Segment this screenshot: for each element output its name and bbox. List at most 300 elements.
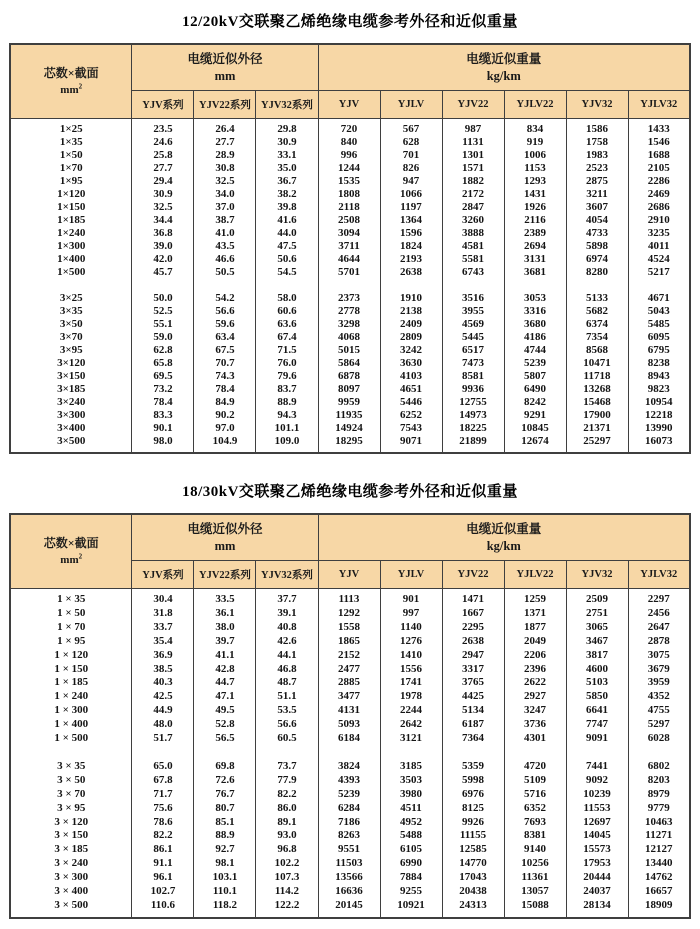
cell-yjv-od: 30.9 <box>132 188 194 201</box>
cell-yjlv22: 1371 <box>504 607 566 621</box>
cell-yjv-od: 86.1 <box>132 843 194 857</box>
cell-yjv32: 2509 <box>566 589 628 607</box>
cell-yjv: 720 <box>318 119 380 137</box>
cell-yjlv32: 10463 <box>628 816 690 830</box>
cell-yjv-od: 67.8 <box>132 774 194 788</box>
cell-yjv: 18295 <box>318 435 380 453</box>
cell-yjv22: 9926 <box>442 816 504 830</box>
gap-cell <box>318 279 380 292</box>
cell-yjlv32: 4011 <box>628 240 690 253</box>
col-header-spec <box>10 514 132 589</box>
cell-yjv32-od: 107.3 <box>256 871 318 885</box>
cell-yjlv22: 919 <box>504 136 566 149</box>
gap-cell <box>442 279 504 292</box>
cell-yjv-od: 24.6 <box>132 136 194 149</box>
cell-yjv22: 18225 <box>442 422 504 435</box>
cell-yjv-od: 71.7 <box>132 788 194 802</box>
cell-yjv32-od: 94.3 <box>256 409 318 422</box>
table-row <box>10 899 690 918</box>
cell-yjv-od: 78.6 <box>132 816 194 830</box>
table-header <box>10 44 690 119</box>
cell-yjv22-od: 56.5 <box>194 732 256 746</box>
cell-yjlv: 2642 <box>380 718 442 732</box>
cell-yjlv32: 6028 <box>628 732 690 746</box>
cell-yjv32: 6374 <box>566 318 628 331</box>
gap-cell <box>10 279 132 292</box>
cell-yjlv: 3503 <box>380 774 442 788</box>
table-row <box>10 663 690 677</box>
spec-label: 芯数×截面 <box>43 65 99 80</box>
cell-yjv22: 2172 <box>442 188 504 201</box>
cell-yjv22: 8125 <box>442 802 504 816</box>
cell-yjv32: 17953 <box>566 857 628 871</box>
cell-yjlv22: 3131 <box>504 253 566 266</box>
cell-yjlv22: 15088 <box>504 899 566 918</box>
gap-cell <box>566 279 628 292</box>
cell-yjv: 1535 <box>318 175 380 188</box>
table-row <box>10 344 690 357</box>
cell-yjv32: 11553 <box>566 802 628 816</box>
cell-yjlv: 5446 <box>380 396 442 409</box>
cell-yjlv32: 16073 <box>628 435 690 453</box>
cell-yjlv32: 1546 <box>628 136 690 149</box>
cell-yjv22-od: 103.1 <box>194 871 256 885</box>
cell-yjv: 3094 <box>318 227 380 240</box>
wt-group-label: 电缆近似重量 <box>466 522 542 537</box>
cell-yjv22: 20438 <box>442 885 504 899</box>
col-header-wt-group <box>318 44 690 91</box>
cell-yjlv22: 2396 <box>504 663 566 677</box>
cell-yjv22: 3260 <box>442 214 504 227</box>
cell-yjv22-od: 90.2 <box>194 409 256 422</box>
cell-yjv32: 3817 <box>566 649 628 663</box>
cell-yjlv32: 2469 <box>628 188 690 201</box>
cell-yjv-od: 65.0 <box>132 760 194 774</box>
cell-yjv22: 1471 <box>442 589 504 607</box>
cell-yjv: 8263 <box>318 829 380 843</box>
table-row <box>10 621 690 635</box>
cell-yjv: 4393 <box>318 774 380 788</box>
cell-yjv22-od: 97.0 <box>194 422 256 435</box>
cell-spec: 1×300 <box>10 240 132 253</box>
cell-yjv32-od: 50.6 <box>256 253 318 266</box>
cell-yjlv: 5488 <box>380 829 442 843</box>
cell-yjlv32: 2105 <box>628 162 690 175</box>
cell-yjlv22: 2694 <box>504 240 566 253</box>
cell-yjv-od: 98.0 <box>132 435 194 453</box>
cell-yjv22: 3888 <box>442 227 504 240</box>
cell-yjv32-od: 109.0 <box>256 435 318 453</box>
cell-yjv22-od: 52.8 <box>194 718 256 732</box>
cell-yjv: 2508 <box>318 214 380 227</box>
cell-yjv22-od: 70.7 <box>194 357 256 370</box>
table-row <box>10 253 690 266</box>
cell-yjv: 996 <box>318 149 380 162</box>
gap-cell <box>132 746 194 760</box>
cell-yjv-od: 27.7 <box>132 162 194 175</box>
cell-yjv22: 7364 <box>442 732 504 746</box>
cell-yjv32: 5133 <box>566 292 628 305</box>
cell-yjlv: 4103 <box>380 370 442 383</box>
cell-spec: 3×25 <box>10 292 132 305</box>
cell-yjv32-od: 67.4 <box>256 331 318 344</box>
table-row <box>10 843 690 857</box>
cell-yjv-od: 34.4 <box>132 214 194 227</box>
cell-yjv32-od: 60.5 <box>256 732 318 746</box>
cell-yjlv: 7884 <box>380 871 442 885</box>
cell-yjlv32: 14762 <box>628 871 690 885</box>
cell-yjlv: 947 <box>380 175 442 188</box>
cell-spec: 3×150 <box>10 370 132 383</box>
cell-yjv22: 9936 <box>442 383 504 396</box>
cell-yjv22-od: 63.4 <box>194 331 256 344</box>
cell-yjv32: 7747 <box>566 718 628 732</box>
cell-yjv22: 14973 <box>442 409 504 422</box>
cell-yjlv: 3185 <box>380 760 442 774</box>
cell-spec: 1 × 35 <box>10 589 132 607</box>
gap-cell <box>504 746 566 760</box>
cell-yjv32: 3065 <box>566 621 628 635</box>
cell-yjv-od: 25.8 <box>132 149 194 162</box>
cell-yjv32-od: 39.8 <box>256 201 318 214</box>
cell-yjv22: 1667 <box>442 607 504 621</box>
table-row <box>10 732 690 746</box>
cell-yjv22-od: 38.7 <box>194 214 256 227</box>
cell-yjlv32: 9823 <box>628 383 690 396</box>
cell-yjv-od: 40.3 <box>132 676 194 690</box>
cell-yjv22: 3317 <box>442 663 504 677</box>
cell-yjv32: 2523 <box>566 162 628 175</box>
cell-yjlv: 1824 <box>380 240 442 253</box>
spec-label: 芯数×截面 <box>43 535 99 550</box>
cell-yjv32-od: 29.8 <box>256 119 318 137</box>
cell-yjv-od: 90.1 <box>132 422 194 435</box>
cell-yjv22-od: 47.1 <box>194 690 256 704</box>
table-row <box>10 370 690 383</box>
cell-yjv-od: 110.6 <box>132 899 194 918</box>
table-row <box>10 871 690 885</box>
cell-spec: 1×95 <box>10 175 132 188</box>
cell-spec: 1×240 <box>10 227 132 240</box>
cell-yjlv22: 3681 <box>504 266 566 279</box>
cell-yjlv: 1364 <box>380 214 442 227</box>
cell-yjlv32: 13990 <box>628 422 690 435</box>
cell-yjlv22: 8381 <box>504 829 566 843</box>
cell-yjv22: 2295 <box>442 621 504 635</box>
table-row <box>10 788 690 802</box>
cell-yjlv: 1910 <box>380 292 442 305</box>
cell-yjv-od: 36.8 <box>132 227 194 240</box>
cell-yjlv32: 12127 <box>628 843 690 857</box>
cell-yjv22-od: 110.1 <box>194 885 256 899</box>
cell-yjv22-od: 26.4 <box>194 119 256 137</box>
cell-yjv32-od: 122.2 <box>256 899 318 918</box>
cell-yjv-od: 55.1 <box>132 318 194 331</box>
cell-yjlv32: 2647 <box>628 621 690 635</box>
table-row <box>10 175 690 188</box>
cell-yjv22-od: 76.7 <box>194 788 256 802</box>
cell-yjv22-od: 38.0 <box>194 621 256 635</box>
cell-yjv32-od: 33.1 <box>256 149 318 162</box>
cell-yjlv22: 1877 <box>504 621 566 635</box>
cell-yjv22: 7473 <box>442 357 504 370</box>
table-row <box>10 357 690 370</box>
cell-yjv22: 2947 <box>442 649 504 663</box>
cell-yjlv32: 2686 <box>628 201 690 214</box>
col-header-yjlv32: YJLV32 <box>628 91 690 119</box>
gap-cell <box>132 279 194 292</box>
col-header-yjlv: YJLV <box>380 91 442 119</box>
cell-yjv22-od: 118.2 <box>194 899 256 918</box>
cell-yjlv22: 5716 <box>504 788 566 802</box>
cell-yjv32-od: 58.0 <box>256 292 318 305</box>
cell-yjlv22: 2389 <box>504 227 566 240</box>
cell-yjv-od: 35.4 <box>132 635 194 649</box>
cell-spec: 3×185 <box>10 383 132 396</box>
cell-yjv22-od: 37.0 <box>194 201 256 214</box>
cell-yjv22-od: 49.5 <box>194 704 256 718</box>
cell-yjlv22: 1293 <box>504 175 566 188</box>
cell-yjv22-od: 92.7 <box>194 843 256 857</box>
cell-yjv-od: 33.7 <box>132 621 194 635</box>
cell-yjv22-od: 54.2 <box>194 292 256 305</box>
table-row <box>10 774 690 788</box>
cell-yjlv22: 4720 <box>504 760 566 774</box>
cell-yjv22-od: 50.5 <box>194 266 256 279</box>
cell-yjv32: 5850 <box>566 690 628 704</box>
cell-yjlv32: 3679 <box>628 663 690 677</box>
cell-yjv: 3298 <box>318 318 380 331</box>
cell-yjlv: 1276 <box>380 635 442 649</box>
table-row <box>10 396 690 409</box>
cell-yjv: 1558 <box>318 621 380 635</box>
cell-yjv22: 1882 <box>442 175 504 188</box>
cell-spec: 1 × 185 <box>10 676 132 690</box>
group-gap-row <box>10 279 690 292</box>
table-row <box>10 149 690 162</box>
cell-yjv32: 24037 <box>566 885 628 899</box>
cell-spec: 3 × 300 <box>10 871 132 885</box>
cell-yjlv32: 12218 <box>628 409 690 422</box>
cell-yjv32-od: 63.6 <box>256 318 318 331</box>
cell-yjlv: 2638 <box>380 266 442 279</box>
table-row <box>10 857 690 871</box>
spec-unit: $mm^2$ <box>60 551 83 566</box>
col-header-yjv32-od: YJV32系列 <box>256 91 318 119</box>
cell-yjv32-od: 47.5 <box>256 240 318 253</box>
cell-yjv22: 5359 <box>442 760 504 774</box>
cell-yjv32-od: 93.0 <box>256 829 318 843</box>
cell-yjv: 8097 <box>318 383 380 396</box>
cell-yjv: 14924 <box>318 422 380 435</box>
cell-yjv-od: 42.0 <box>132 253 194 266</box>
gap-cell <box>504 279 566 292</box>
cell-yjv-od: 83.3 <box>132 409 194 422</box>
cell-yjlv32: 5485 <box>628 318 690 331</box>
table-row <box>10 589 690 607</box>
cell-yjlv32: 6795 <box>628 344 690 357</box>
cell-yjlv: 628 <box>380 136 442 149</box>
cell-yjv22-od: 74.3 <box>194 370 256 383</box>
cell-yjv32: 5898 <box>566 240 628 253</box>
cell-yjlv32: 10954 <box>628 396 690 409</box>
cell-yjlv: 2138 <box>380 305 442 318</box>
cell-yjv: 2477 <box>318 663 380 677</box>
cell-yjv32: 4733 <box>566 227 628 240</box>
cell-yjv: 11935 <box>318 409 380 422</box>
cell-yjv32-od: 41.6 <box>256 214 318 227</box>
cell-yjv: 5864 <box>318 357 380 370</box>
col-header-yjlv32: YJLV32 <box>628 561 690 589</box>
cell-spec: 3×500 <box>10 435 132 453</box>
cell-yjlv32: 3235 <box>628 227 690 240</box>
col-header-yjv22-od: YJV22系列 <box>194 561 256 589</box>
col-header-yjv22: YJV22 <box>442 561 504 589</box>
cell-yjv: 2885 <box>318 676 380 690</box>
cell-spec: 3×300 <box>10 409 132 422</box>
cell-yjlv: 1556 <box>380 663 442 677</box>
cell-yjv22: 6976 <box>442 788 504 802</box>
cell-yjv: 3711 <box>318 240 380 253</box>
cell-yjlv: 6105 <box>380 843 442 857</box>
table-row <box>10 704 690 718</box>
cell-yjv32-od: 86.0 <box>256 802 318 816</box>
cell-yjv32: 8568 <box>566 344 628 357</box>
cell-yjv-od: 69.5 <box>132 370 194 383</box>
cell-yjlv22: 3680 <box>504 318 566 331</box>
cell-yjv22: 17043 <box>442 871 504 885</box>
cell-yjv32: 4600 <box>566 663 628 677</box>
cell-yjv22-od: 41.1 <box>194 649 256 663</box>
cell-yjv22: 4425 <box>442 690 504 704</box>
cell-yjlv: 1978 <box>380 690 442 704</box>
cell-yjv22-od: 98.1 <box>194 857 256 871</box>
gap-cell <box>318 746 380 760</box>
cell-yjv: 6284 <box>318 802 380 816</box>
col-header-yjv22-od: YJV22系列 <box>194 91 256 119</box>
cell-yjlv22: 3316 <box>504 305 566 318</box>
cell-yjlv32: 1433 <box>628 119 690 137</box>
cell-yjv32: 20444 <box>566 871 628 885</box>
gap-cell <box>194 279 256 292</box>
cell-yjv22: 1131 <box>442 136 504 149</box>
cell-yjv32-od: 37.7 <box>256 589 318 607</box>
cell-yjv32-od: 89.1 <box>256 816 318 830</box>
od-group-unit: mm <box>214 68 236 83</box>
cell-yjv: 1244 <box>318 162 380 175</box>
cell-yjv: 5093 <box>318 718 380 732</box>
cell-yjv32-od: 79.6 <box>256 370 318 383</box>
cell-yjv22: 6187 <box>442 718 504 732</box>
cell-yjlv: 3980 <box>380 788 442 802</box>
cell-yjv: 13566 <box>318 871 380 885</box>
cell-yjv22: 3516 <box>442 292 504 305</box>
cell-yjlv: 901 <box>380 589 442 607</box>
cell-yjv32-od: 88.9 <box>256 396 318 409</box>
cell-yjv32-od: 96.8 <box>256 843 318 857</box>
cell-yjv32: 1983 <box>566 149 628 162</box>
cell-yjv22-od: 27.7 <box>194 136 256 149</box>
cell-yjv32: 9092 <box>566 774 628 788</box>
cell-yjlv22: 1006 <box>504 149 566 162</box>
cell-yjv32-od: 71.5 <box>256 344 318 357</box>
cell-spec: 3×95 <box>10 344 132 357</box>
cell-yjv22: 11155 <box>442 829 504 843</box>
cell-yjlv22: 6490 <box>504 383 566 396</box>
cell-yjv: 9551 <box>318 843 380 857</box>
cell-yjlv: 4651 <box>380 383 442 396</box>
cell-yjlv32: 16657 <box>628 885 690 899</box>
table-row <box>10 292 690 305</box>
gap-cell <box>628 279 690 292</box>
cell-yjv22-od: 88.9 <box>194 829 256 843</box>
cell-yjv22: 4569 <box>442 318 504 331</box>
cell-yjv32-od: 82.2 <box>256 788 318 802</box>
cell-spec: 1×400 <box>10 253 132 266</box>
cell-yjv32: 7354 <box>566 331 628 344</box>
cell-yjv: 1865 <box>318 635 380 649</box>
cell-yjv22: 14770 <box>442 857 504 871</box>
table-row <box>10 885 690 899</box>
cell-yjv: 6878 <box>318 370 380 383</box>
table-row <box>10 802 690 816</box>
cell-yjv32: 15573 <box>566 843 628 857</box>
cell-yjlv22: 13057 <box>504 885 566 899</box>
cell-yjlv22: 12674 <box>504 435 566 453</box>
gap-cell <box>256 279 318 292</box>
cell-yjv32-od: 54.5 <box>256 266 318 279</box>
cell-yjv: 2778 <box>318 305 380 318</box>
cell-yjlv: 7543 <box>380 422 442 435</box>
cell-yjv-od: 65.8 <box>132 357 194 370</box>
cell-spec: 3×240 <box>10 396 132 409</box>
wt-group-label: 电缆近似重量 <box>466 52 542 67</box>
cell-yjv: 16636 <box>318 885 380 899</box>
col-header-od-group <box>132 44 318 91</box>
cell-yjv-od: 36.9 <box>132 649 194 663</box>
cell-yjlv22: 1431 <box>504 188 566 201</box>
cell-yjv: 840 <box>318 136 380 149</box>
cell-yjv22-od: 44.7 <box>194 676 256 690</box>
gap-cell <box>442 746 504 760</box>
cell-yjv-od: 82.2 <box>132 829 194 843</box>
cell-yjv22-od: 33.5 <box>194 589 256 607</box>
cell-yjv32-od: 102.2 <box>256 857 318 871</box>
cell-yjv32: 6974 <box>566 253 628 266</box>
table-body <box>10 589 690 918</box>
cell-yjlv22: 4186 <box>504 331 566 344</box>
cell-yjv32: 1586 <box>566 119 628 137</box>
cell-spec: 3 × 35 <box>10 760 132 774</box>
cell-yjv22-od: 32.5 <box>194 175 256 188</box>
gap-cell <box>10 746 132 760</box>
table-row <box>10 607 690 621</box>
cell-yjv: 20145 <box>318 899 380 918</box>
cell-yjv32: 2751 <box>566 607 628 621</box>
cell-yjlv: 1197 <box>380 201 442 214</box>
cell-yjlv: 3630 <box>380 357 442 370</box>
cell-spec: 3×35 <box>10 305 132 318</box>
cell-yjlv: 9071 <box>380 435 442 453</box>
cell-yjlv32: 8943 <box>628 370 690 383</box>
cell-yjlv22: 3736 <box>504 718 566 732</box>
cell-yjv-od: 73.2 <box>132 383 194 396</box>
cell-spec: 3×120 <box>10 357 132 370</box>
col-header-yjlv22: YJLV22 <box>504 91 566 119</box>
cell-yjlv22: 3053 <box>504 292 566 305</box>
table-row <box>10 760 690 774</box>
cell-yjv: 1113 <box>318 589 380 607</box>
